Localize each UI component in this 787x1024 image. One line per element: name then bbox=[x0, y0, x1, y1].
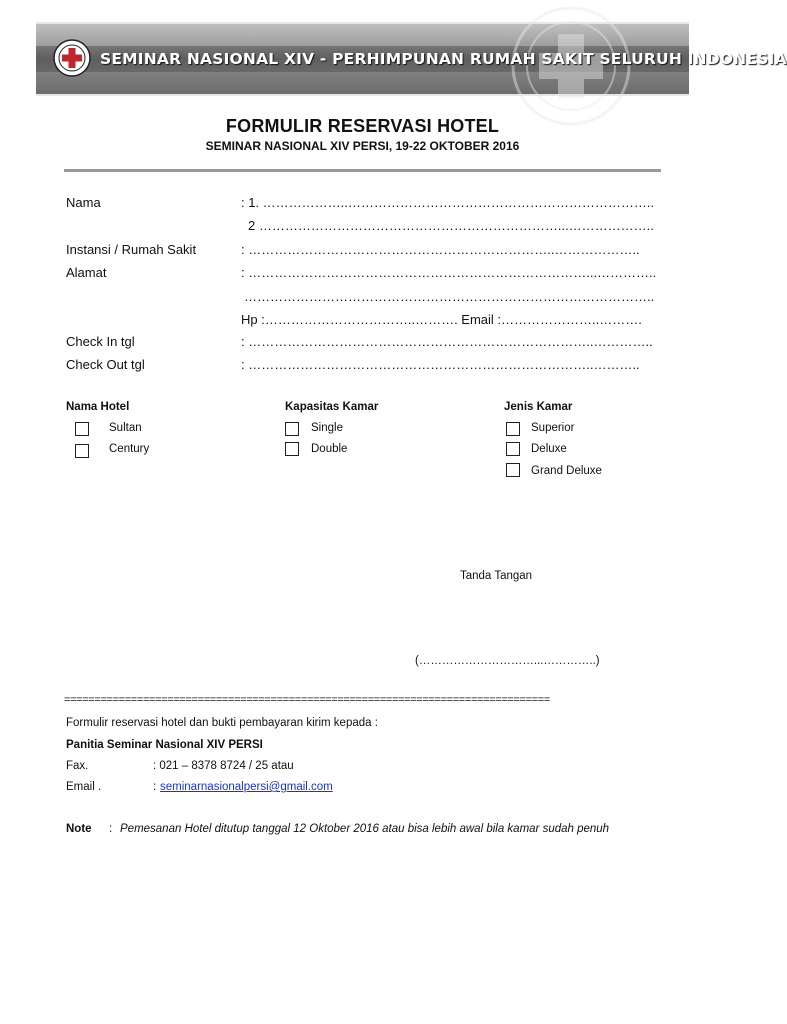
room-superior-checkbox[interactable] bbox=[506, 422, 520, 436]
page-subtitle: SEMINAR NASIONAL XIV PERSI, 19-22 OKTOBER 2016 bbox=[205, 139, 520, 153]
capacity-single-label: Single bbox=[311, 422, 343, 434]
room-deluxe-checkbox[interactable] bbox=[506, 442, 520, 456]
room-grand-deluxe-checkbox[interactable] bbox=[506, 463, 520, 477]
capacity-heading: Kapasitas Kamar bbox=[285, 401, 379, 413]
capacity-single-checkbox[interactable] bbox=[285, 422, 299, 436]
persi-logo-icon bbox=[52, 38, 92, 78]
hp-email-field[interactable]: Hp :……………………………..………. Email :…………………..………. bbox=[241, 312, 642, 327]
room-grand-deluxe-label: Grand Deluxe bbox=[531, 465, 602, 477]
signature-line[interactable]: (…………………………...…………..) bbox=[415, 655, 600, 667]
nama-field-1[interactable]: : 1. ………………..…………………………………………………………….. bbox=[241, 195, 655, 210]
header-banner bbox=[36, 22, 787, 96]
banner-title: SEMINAR NASIONAL XIV - PERHIMPUNAN RUMAH SAKIT SELURUH INDONESIA bbox=[100, 50, 787, 68]
room-heading: Jenis Kamar bbox=[504, 401, 573, 413]
footer-separator: ================================================================================ bbox=[64, 694, 550, 706]
instansi-label: Instansi / Rumah Sakit bbox=[66, 242, 197, 257]
signature-label: Tanda Tangan bbox=[460, 570, 533, 582]
nama-field-2[interactable]: 2 ……………………………………………………………...……………….. bbox=[248, 218, 654, 233]
hotel-heading: Nama Hotel bbox=[66, 401, 130, 413]
alamat-field-1[interactable]: : ……………………………………………………………………...………….. bbox=[241, 265, 657, 280]
email-label: Email . bbox=[66, 781, 102, 793]
capacity-double-checkbox[interactable] bbox=[285, 442, 299, 456]
page-title: FORMULIR RESERVASI HOTEL bbox=[225, 116, 500, 136]
checkout-label: Check Out tgl bbox=[66, 357, 145, 372]
fax-value: : 021 – 8378 8724 / 25 atau bbox=[153, 760, 294, 772]
note-colon: : bbox=[109, 823, 113, 835]
footer-instruction: Formulir reservasi hotel dan bukti pembayaran kirim kepada : bbox=[66, 717, 378, 729]
note-text: Pemesanan Hotel ditutup tanggal 12 Oktober 2016 atau bisa lebih awal bila kamar sudah penuh bbox=[120, 823, 610, 835]
hotel-century-checkbox[interactable] bbox=[75, 444, 89, 458]
alamat-field-2[interactable]: ………………………………………………………………………………….. bbox=[244, 289, 655, 304]
checkin-field[interactable]: : ……………………………………………………………………..………….. bbox=[241, 334, 653, 349]
note-label: Note bbox=[66, 823, 92, 835]
title-divider bbox=[64, 169, 661, 172]
alamat-label: Alamat bbox=[66, 265, 107, 280]
hotel-century-label: Century bbox=[109, 443, 150, 455]
committee-name: Panitia Seminar Nasional XIV PERSI bbox=[66, 739, 263, 751]
checkin-label: Check In tgl bbox=[66, 334, 135, 349]
fax-label: Fax. bbox=[66, 760, 89, 772]
email-colon: : bbox=[153, 781, 157, 793]
capacity-double-label: Double bbox=[311, 443, 348, 455]
room-deluxe-label: Deluxe bbox=[531, 443, 567, 455]
email-link[interactable]: seminarnasionalpersi@gmail.com bbox=[160, 781, 333, 793]
hotel-sultan-checkbox[interactable] bbox=[75, 422, 89, 436]
hotel-sultan-label: Sultan bbox=[109, 422, 142, 434]
checkout-field[interactable]: : ……………………………………………………………………..……….. bbox=[241, 357, 640, 372]
room-superior-label: Superior bbox=[531, 422, 575, 434]
nama-label: Nama bbox=[66, 195, 101, 210]
instansi-field[interactable]: : ……………………………………………………………..……………….. bbox=[241, 242, 640, 257]
